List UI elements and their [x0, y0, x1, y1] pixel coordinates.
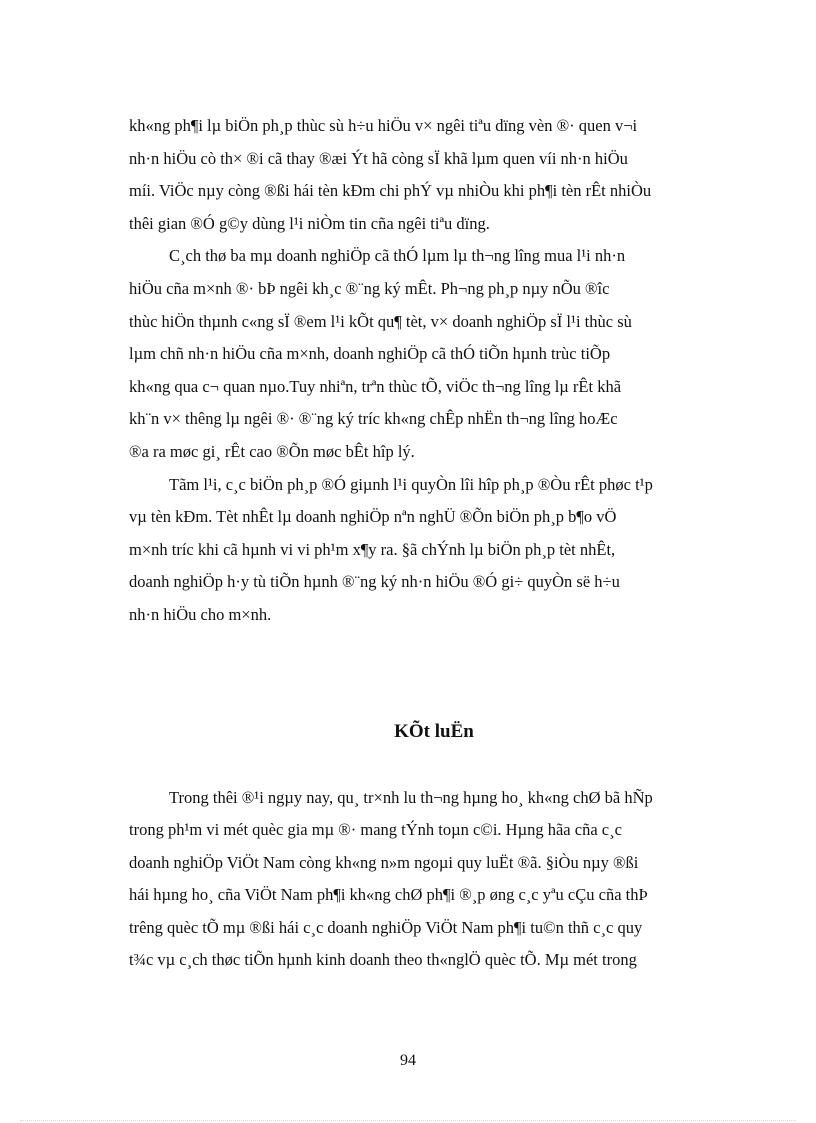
text-line: kh«ng ph¶i lµ biÖn ph¸p thùc sù h÷u hiÖu v× ngêi tiªu dïng vèn ®· quen v¬i	[129, 116, 638, 135]
text-line: lµm chñ nh·n hiÖu cña m×nh, doanh nghiÖp cã thÓ tiÕn hµnh trùc tiÕp	[129, 344, 611, 364]
text-line: hiÖu cña m×nh ®· bÞ ngêi kh¸c ®¨ng ký mÊt. Ph¬ng ph¸p nµy nÕu ®îc	[129, 278, 610, 298]
paragraph	[129, 110, 739, 240]
spacer	[129, 632, 739, 712]
text-line: Tãm l¹i, c¸c biÖn ph¸p ®Ó giµnh l¹i quyÒn lîi hîp ph¸p ®Òu rÊt phøc t¹p	[169, 474, 653, 494]
text-line: nh·n hiÖu cho m×nh.	[129, 604, 272, 624]
body-text-bottom	[129, 782, 739, 978]
text-line: thêi gian ®Ó g©y dùng l¹i niÒm tin cña ngêi tiªu dïng.	[129, 213, 490, 233]
paragraph	[129, 469, 739, 632]
body-text-top	[129, 110, 739, 632]
text-line: trong ph¹m vi mét quèc gia mµ ®· mang tÝnh toµn c©i. Hµng hãa cña c¸c	[129, 820, 622, 840]
text-line: míi. ViÖc nµy còng ®ßi hái tèn kÐm chi phÝ vµ nhiÒu khi ph¶i tèn rÊt nhiÒu	[129, 181, 652, 201]
footer-divider	[20, 1120, 796, 1121]
text-line: doanh nghiÖp ViÖt Nam còng kh«ng n»m ngoµi quy luËt ®ã. §iÒu nµy ®ßi	[129, 852, 639, 872]
page-number: 94	[400, 1052, 416, 1069]
text-line: ®a ra møc gi¸ rÊt cao ®Õn møc bÊt hîp lý.	[129, 441, 415, 461]
page-body	[129, 110, 739, 977]
text-line: thùc hiÖn thµnh c«ng sÏ ®em l¹i kÕt qu¶ tèt, v× doanh nghiÖp sÏ l¹i thùc sù	[129, 311, 632, 331]
text-line: C¸ch thø ba mµ doanh nghiÖp cã thÓ lµm lµ th¬ng lîng mua l¹i nh·n	[169, 246, 626, 266]
text-line: kh¨n v× thêng lµ ngêi ®· ®¨ng ký tríc kh«ng chÊp nhËn th¬ng lîng hoÆc	[129, 409, 618, 429]
paragraph	[129, 240, 739, 468]
text-line: vµ tèn kÐm. Tèt nhÊt lµ doanh nghiÖp nªn nghÜ ®Õn biÖn ph¸p b¶o vÖ	[129, 507, 617, 527]
paragraph	[129, 782, 739, 978]
section-heading: KÕt luËn	[394, 720, 474, 742]
text-line: kh«ng qua c¬ quan nµo.Tuy nhiªn, trªn thùc tÕ, viÖc th¬ng lîng lµ rÊt khã	[129, 376, 622, 396]
text-line: nh·n hiÖu cò th× ®i cã thay ®æi Ýt hã còng sÏ khã lµm quen víi nh·n hiÖu	[129, 148, 628, 168]
text-line: hái hµng ho¸ cña ViÖt Nam ph¶i kh«ng chØ ph¶i ®¸p øng c¸c yªu cÇu cña thÞ	[129, 885, 648, 905]
spacer	[129, 752, 739, 782]
text-line: t¾c vµ c¸ch thøc tiÕn hµnh kinh doanh theo th«nglÖ quèc tÕ. Mµ mét trong	[129, 950, 637, 970]
text-line: m×nh tríc khi cã hµnh vi vi ph¹m x¶y ra. §ã chÝnh lµ biÖn ph¸p tèt nhÊt,	[129, 539, 616, 559]
text-line: Trong thêi ®¹i ngµy nay, qu¸ tr×nh lu th¬ng hµng ho¸ kh«ng chØ bã hÑp	[169, 787, 653, 807]
text-line: doanh nghiÖp h·y tù tiÕn hµnh ®¨ng ký nh·n hiÖu ®Ó gi÷ quyÒn së h÷u	[129, 572, 620, 592]
text-line: trêng quèc tÕ mµ ®ßi hái c¸c doanh nghiÖp ViÖt Nam ph¶i tu©n thñ c¸c quy	[129, 917, 643, 937]
